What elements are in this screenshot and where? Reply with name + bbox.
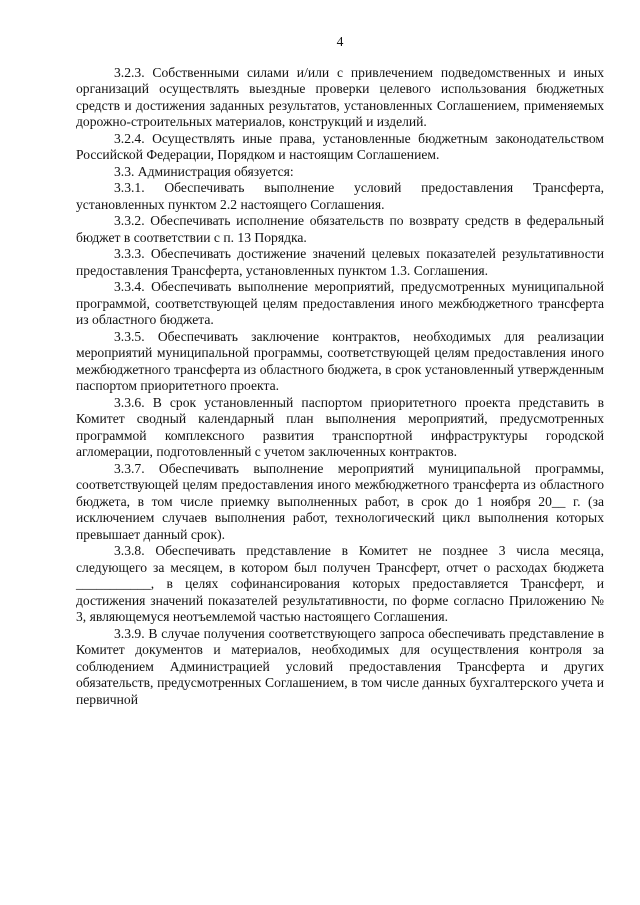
paragraph-3-3-2: 3.3.2. Обеспечивать исполнение обязательств по возврату средств в федеральный бюджет в соответствии с п. 13 Порядка. [76, 213, 604, 245]
paragraph-3-3-5: 3.3.5. Обеспечивать заключение контрактов, необходимых для реализации мероприятий муниципальной программы, соответствующей целям предоставления иного межбюджетного трансферта из областного бюджета, в срок установленный утвержденным паспортом приоритетного проекта. [76, 328, 604, 393]
paragraph-3-3-6: 3.3.6. В срок установленный паспортом приоритетного проекта представить в Комитет сводный календарный план выполнения мероприятий, предусмотренных программой комплексного развития транспортной инфраструктуры городской агломерации, подготовленный с учетом заключенных контрактов. [76, 394, 604, 459]
paragraph-3-3-4: 3.3.4. Обеспечивать выполнение мероприятий, предусмотренных муниципальной программой, соответствующей целям предоставления иного межбюджетного трансферта из областного бюджета. [76, 279, 604, 327]
paragraph-3-3: 3.3. Администрация обязуется: [114, 163, 294, 179]
paragraph-3-2-3: 3.2.3. Собственными силами и/или с привлечением подведомственных и иных организаций осуществлять выездные проверки целевого использования бюджетных средств и достижения заданных результатов, установленных Соглашением, применяемых дорожно-строительных материалов, конструкций и изделий. [76, 64, 604, 129]
paragraph-3-3-1: 3.3.1. Обеспечивать выполнение условий предоставления Трансферта, установленных пунктом 2.2 настоящего Соглашения. [76, 180, 604, 212]
paragraph-3-3-9: 3.3.9. В случае получения соответствующего запроса обеспечивать представление в Комитет документов и материалов, необходимых для осуществления контроля за соблюдением Администрацией условий предоставления Трансферта и других обязательств, предусмотренных Соглашением, в том числе данных бухгалтерского учета и первичной [76, 625, 604, 707]
page-number: 4 [336, 34, 344, 49]
paragraph-3-2-4: 3.2.4. Осуществлять иные права, установленные бюджетным законодательством Российской Федерации, Порядком и настоящим Соглашением. [76, 130, 604, 162]
paragraph-3-3-7: 3.3.7. Обеспечивать выполнение мероприятий муниципальной программы, соответствующей целям предоставления иного межбюджетного трансферта из областного бюджета, в том числе приемку выполненных работ, в срок до 1 ноября 20__ г. (за исключением случаев выполнения работ, технологический цикл выполнения которых превышает данный срок). [76, 460, 604, 542]
document-page [76, 34, 604, 708]
paragraph-3-3-3: 3.3.3. Обеспечивать достижение значений целевых показателей результативности предоставления Трансферта, установленных пунктом 1.3. Соглашения. [76, 246, 604, 278]
paragraph-3-3-8: 3.3.8. Обеспечивать представление в Комитет не позднее 3 числа месяца, следующего за месяцем, в котором был получен Трансферт, отчет о расходах бюджета ___________, в целях софинансирования которых предоставляется Трансферт, и достижения значений показателей результативности, по форме согласно Приложению № 3, являющемуся неотъемлемой частью настоящего Соглашения. [76, 543, 604, 624]
